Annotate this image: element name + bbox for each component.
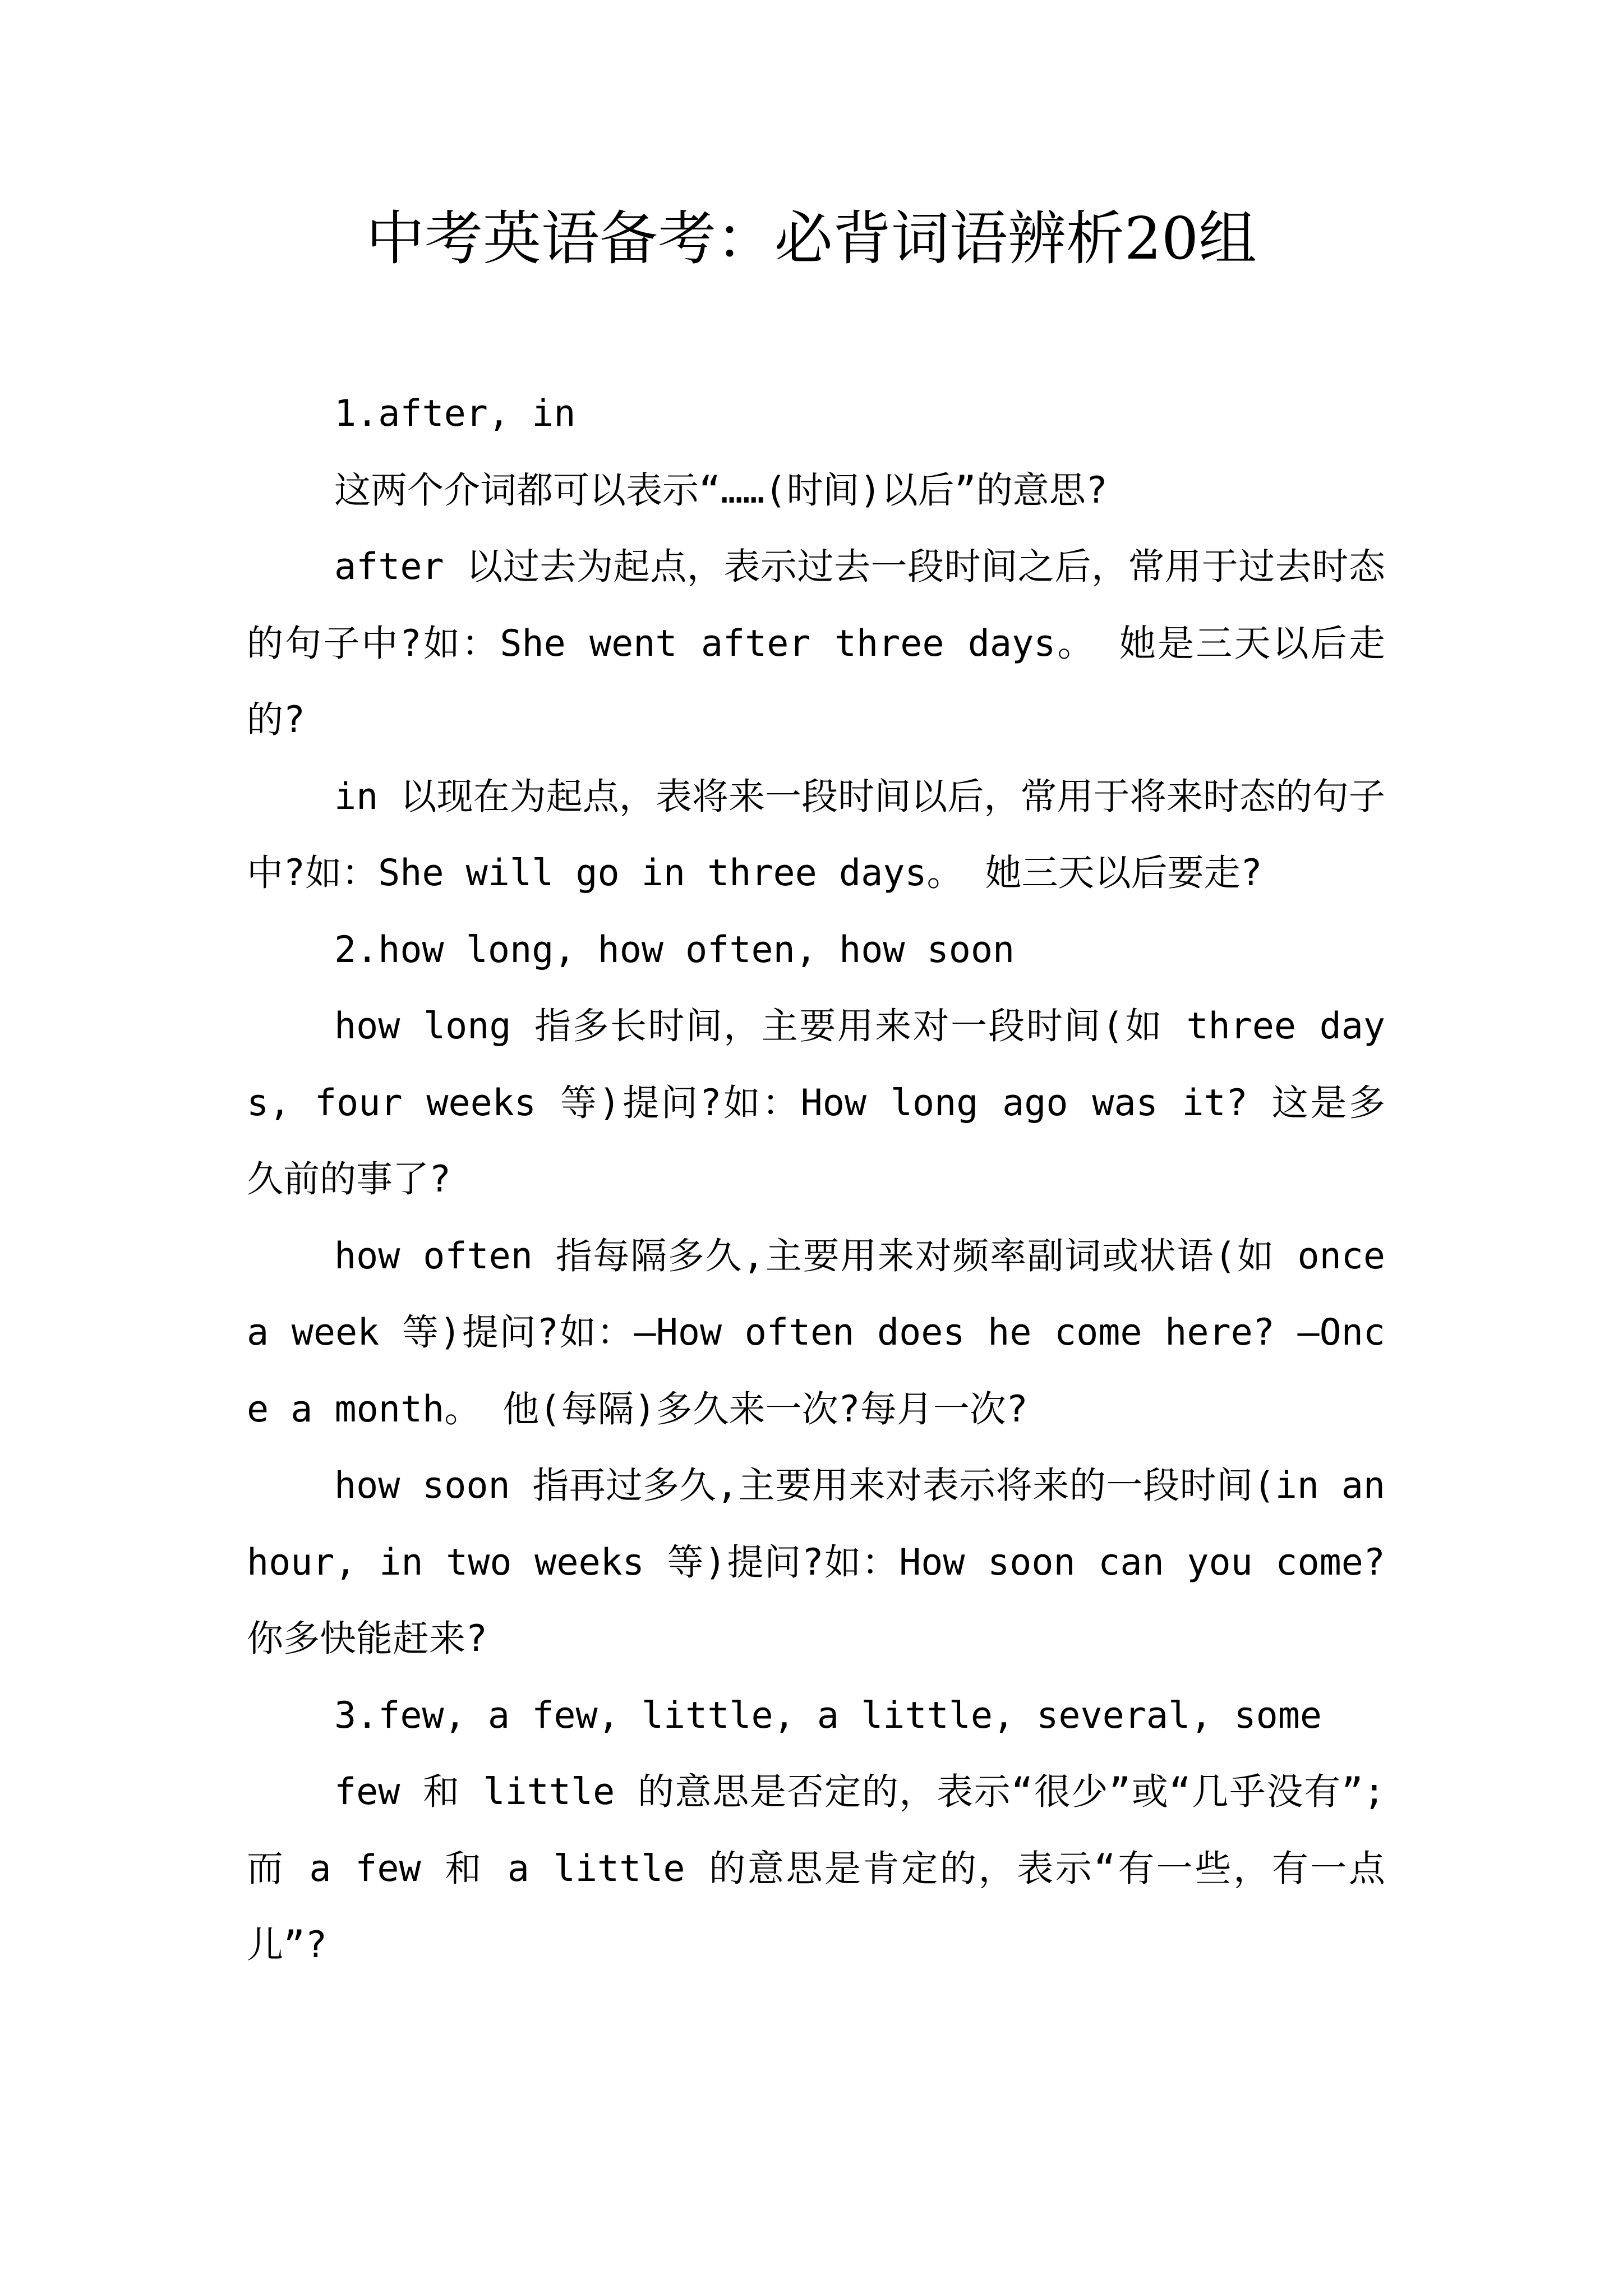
paragraph-3: after 以过去为起点，表示过去一段时间之后，常用于过去时态的句子中?如：She went after three days。 她是三天以后走的?	[247, 546, 1385, 741]
paragraph-1: 1.after, in	[334, 393, 576, 435]
paragraph-10: few 和 little 的意思是否定的，表示“很少”或“几乎没有”;而 a few 和 a little 的意思是肯定的，表示“有一些，有一点儿”?	[247, 1771, 1385, 1966]
document-body	[247, 376, 1385, 1984]
paragraph-6: how long 指多长时间，主要用来对一段时间(如 three days, four weeks 等)提问?如：How long ago was it? 这是多久前的事了?	[247, 1005, 1385, 1200]
paragraph-5: 2.how long, how often, how soon	[334, 928, 1015, 971]
document-title: 中考英语备考：必背词语辨析20组	[366, 204, 1257, 273]
paragraph-2: 这两个介词都可以表示“……(时间)以后”的意思?	[334, 469, 1108, 512]
paragraph-9: 3.few, a few, little, a little, several, some	[334, 1694, 1322, 1737]
paragraph-7: how often 指每隔多久,主要用来对频率副词或状语(如 once a week 等)提问?如：—How often does he come here? —Once a month。 他(每隔)多久来一次?每月一次?	[247, 1235, 1385, 1430]
paragraph-4: in 以现在为起点，表将来一段时间以后，常用于将来时态的句子中?如：She will go in three days。 她三天以后要走?	[247, 775, 1385, 894]
paragraph-8: how soon 指再过多久,主要用来对表示将来的一段时间(in an hour, in two weeks 等)提问?如：How soon can you come? 你多快能赶来?	[247, 1465, 1385, 1660]
